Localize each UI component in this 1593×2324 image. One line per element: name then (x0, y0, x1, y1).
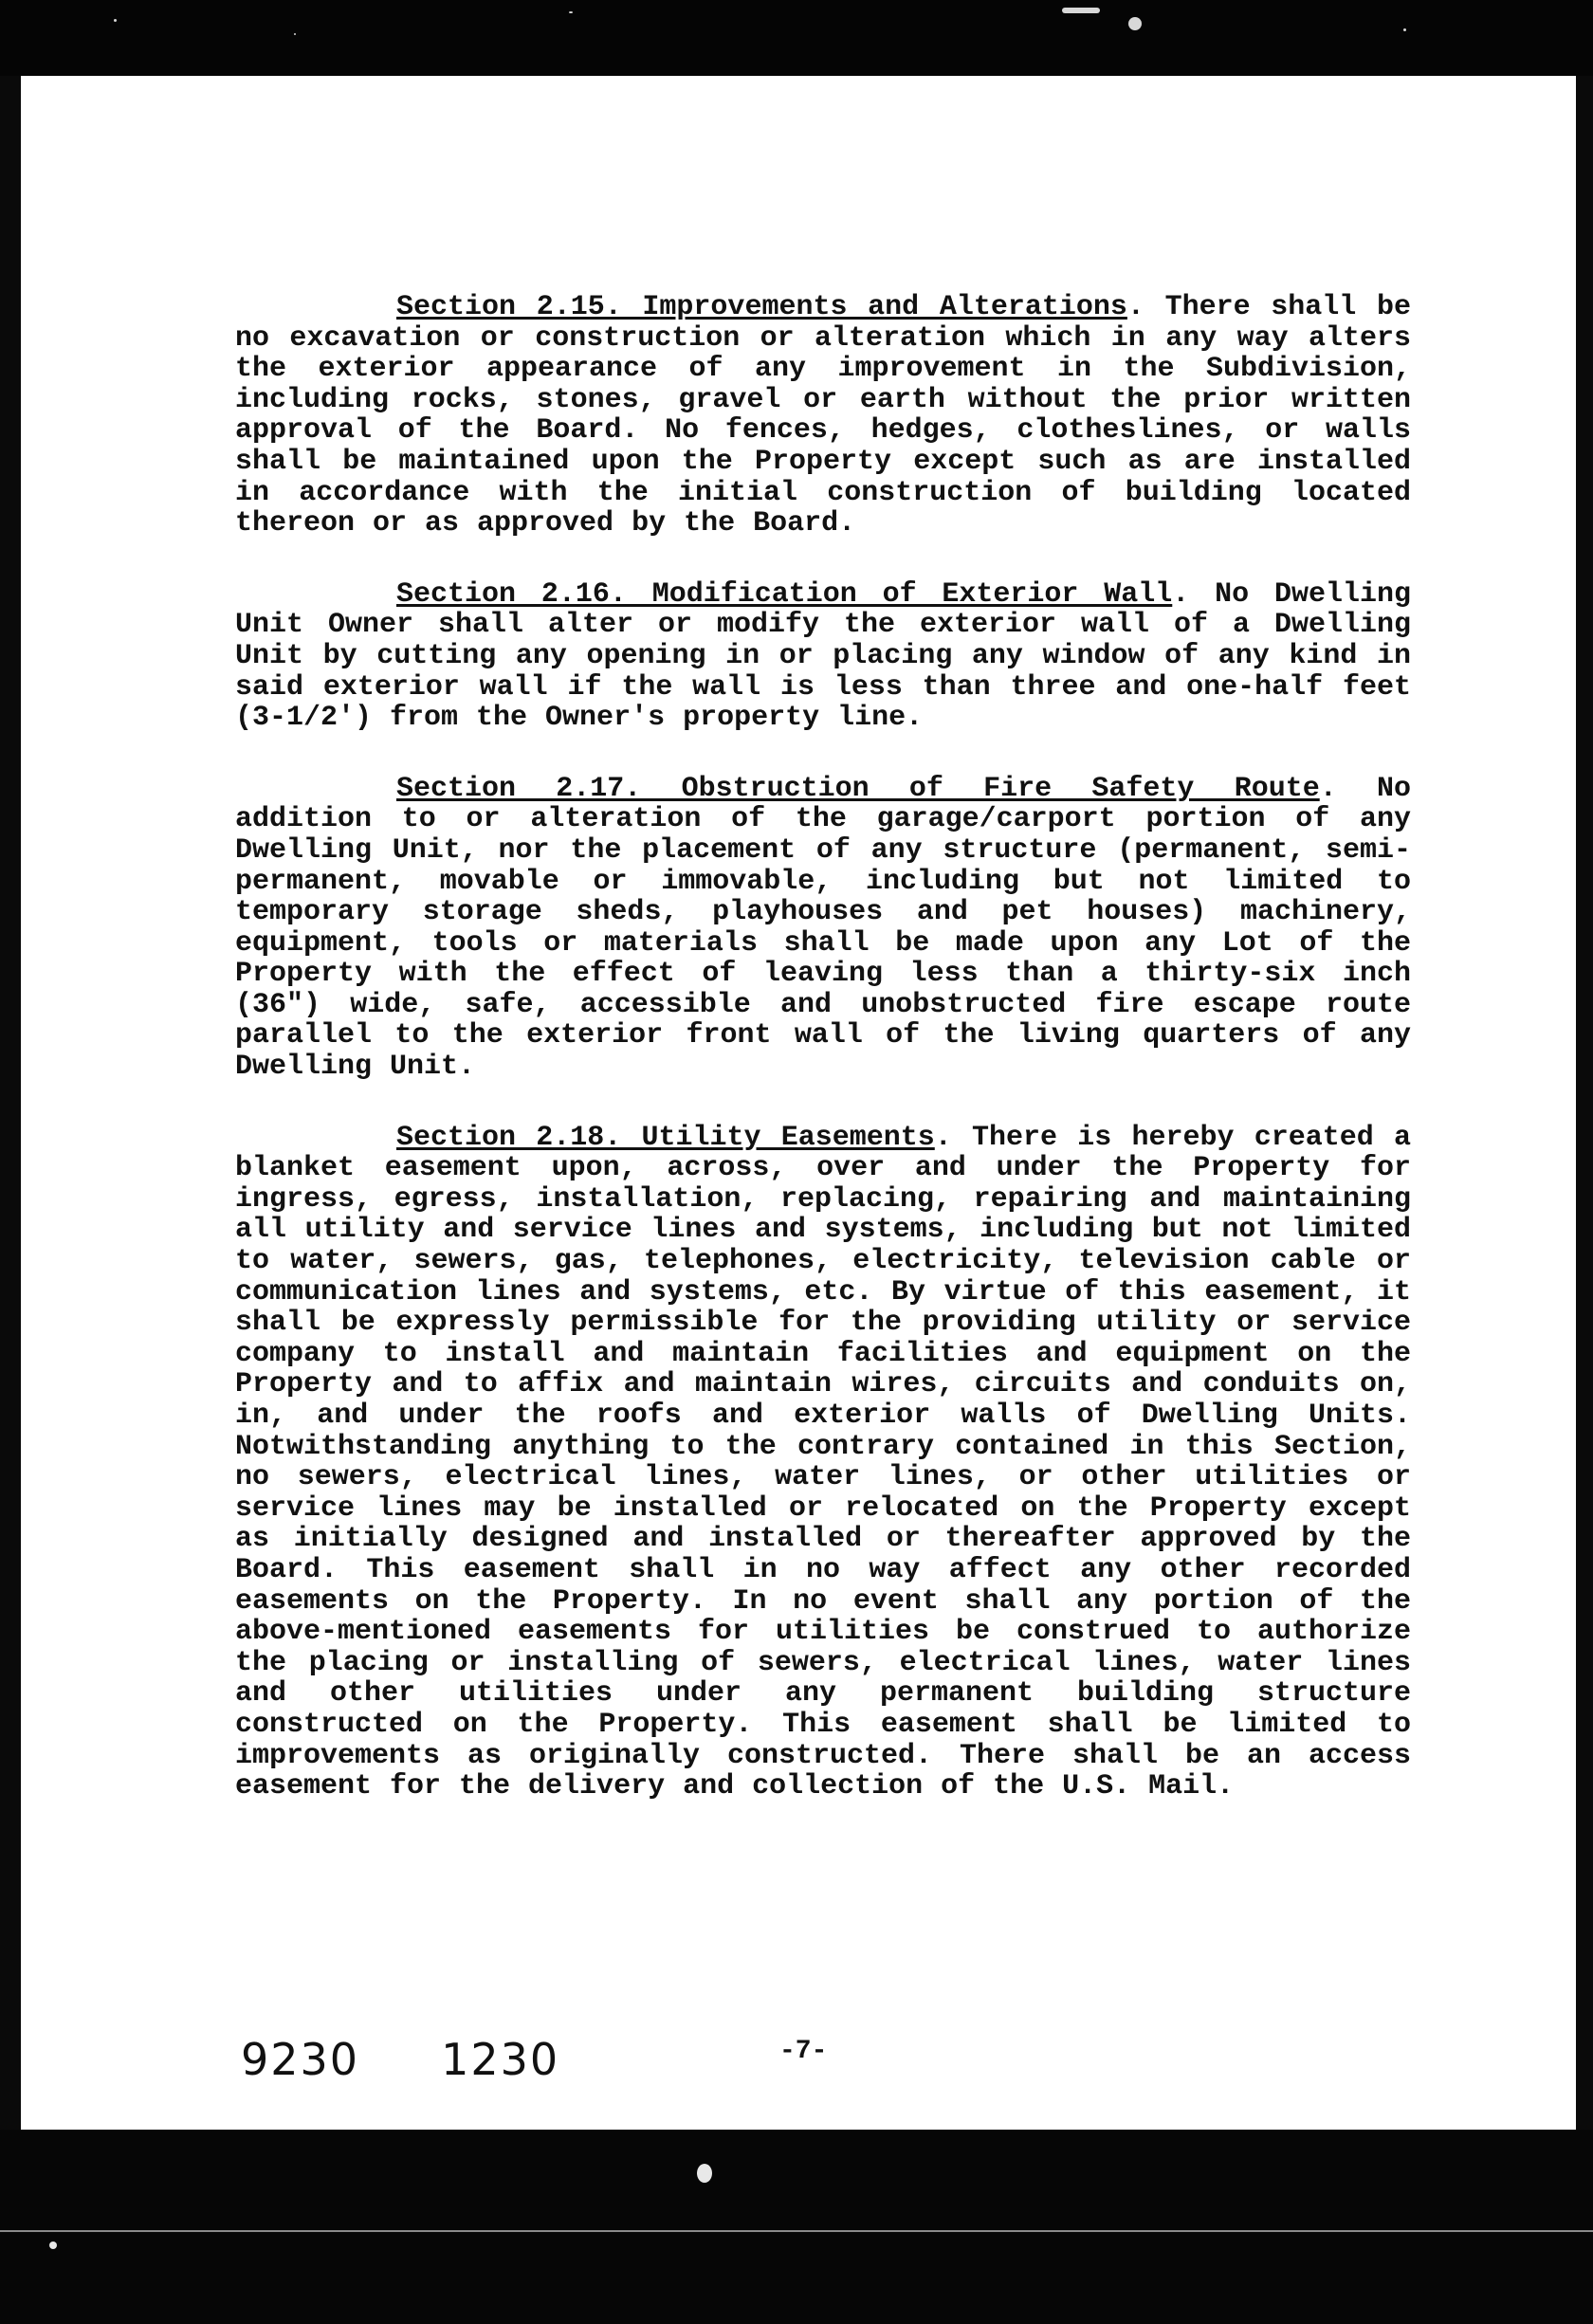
section-2-17 (235, 774, 1411, 1083)
section-2-15 (235, 292, 1411, 540)
scan-border-bottom (0, 2130, 1593, 2324)
page-number: -7- (779, 2037, 828, 2066)
section-text: . There shall be no excavation or construction or alteration which in any way alters the exterior appearance of any improvement in the Subdivision, including rocks, stones, gravel or earth without the prior written approval of the Board. No fences, hedges, clotheslines, or walls shall be maintained upon the Property except such as are installed in accordance with the initial construction of building located thereon or as approved by the Board. (235, 291, 1412, 540)
section-text: . No Dwelling Unit Owner shall alter or modify the exterior wall of a Dwelling Unit by cutting any opening in or placing any window of any kind in said exterior wall if the wall is less than three and one-half feet (3-1/2') from the Owner's property line. (235, 577, 1411, 735)
section-heading: Section 2.16. Modification of Exterior Wall (396, 577, 1173, 611)
section-text: . There is hereby created a blanket easement upon, across, over and under the Property for ingress, egress, installation, replacing, repairing and maintaining all utility and service lines and systems, including but not limited to water, sewers, gas, telephones, electricity, television cable or communication lines and systems, etc. By virtue of this easement, it shall be expressly permissible for the providing utility or service company to install and maintain facilities and equipment on the Property and to affix and maintain wires, circuits and conduits on, in, and under the roofs and exterior walls of Dwelling Units. Notwithstanding anything to the contrary contained in this Section, no sewers, electrical lines, water lines, or other utilities or service lines may be installed or relocated on the Property except as initially designed and installed or thereafter approved by the Board. This easement shall in no way affect any other recorded easements on the Property. In no event shall any portion of the above-mentioned easements for utilities be construed to authorize the placing or installing of sewers, electrical lines, water lines and other utilities under any permanent building structure constructed on the Property. This easement shall be limited to improvements as originally constructed. There shall be an access easement for the delivery and collection of the U.S. Mail. (235, 1121, 1411, 1803)
section-2-16 (235, 579, 1411, 734)
stamp-book-number: 9230 (241, 2034, 360, 2085)
section-heading: Section 2.18. Utility Easements (396, 1121, 935, 1154)
section-heading: Section 2.15. Improvements and Alterations (396, 291, 1127, 323)
section-2-18 (235, 1123, 1411, 1802)
document-body (235, 292, 1411, 1842)
stamp-page-number: 1230 (441, 2034, 560, 2085)
section-heading: Section 2.17. Obstruction of Fire Safety Route (396, 772, 1320, 805)
scan-border-top (0, 0, 1593, 76)
recording-stamp (241, 2034, 641, 2085)
section-text: . No addition to or alteration of the garage/carport portion of any Dwelling Unit, nor the placement of any structure (permanent, semi-permanent, movable or immovable, including but not limited to temporary storage sheds, playhouses and pet houses) machinery, equipment, tools or materials shall be made upon any Lot of the Property with the effect of leaving less than a thirty-six inch (36") wide, safe, accessible and unobstructed fire escape route parallel to the exterior front wall of the living quarters of any Dwelling Unit. (235, 772, 1411, 1084)
